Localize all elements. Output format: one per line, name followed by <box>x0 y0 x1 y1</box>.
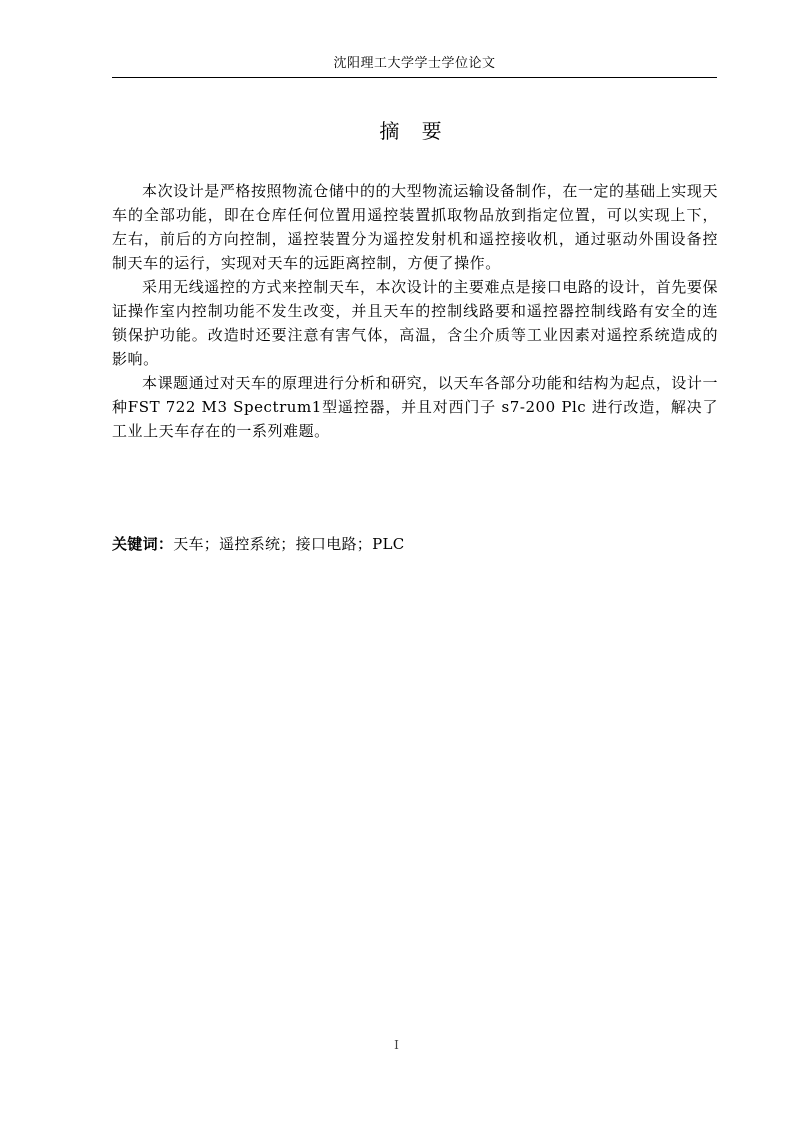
keywords-line <box>112 533 405 555</box>
keywords-text: 天车；遥控系统；接口电路；PLC <box>173 535 405 553</box>
abstract-paragraph-3: 本课题通过对天车的原理进行分析和研究，以天车各部分功能和结构为起点，设计一种FST 722 M3 Spectrum1型遥控器，并且对西门子 s7-200 Plc 进行改造，解决了工业上天车存在的一系列难题。 <box>112 374 718 440</box>
keywords-label: 关键词： <box>112 535 174 553</box>
abstract-paragraph-1: 本次设计是严格按照物流仓储中的的大型物流运输设备制作，在一定的基础上实现天车的全部功能，即在仓库任何位置用遥控装置抓取物品放到指定位置，可以实现上下，左右，前后的方向控制，遥控装置分为遥控发射机和遥控接收机，通过驱动外围设备控制天车的运行，实现对天车的远距离控制，方便了操作。 <box>112 182 718 272</box>
abstract-body <box>112 179 718 443</box>
abstract-paragraph-2: 采用无线遥控的方式来控制天车，本次设计的主要难点是接口电路的设计，首先要保证操作室内控制功能不发生改变，并且天车的控制线路要和遥控器控制线路有安全的连锁保护功能。改造时还要注意有害气体，高温，含尘介质等工业因素对遥控系统造成的影响。 <box>112 278 718 368</box>
page-number: I <box>394 1038 399 1052</box>
abstract-title: 摘 要 <box>379 119 450 143</box>
page-header: 沈阳理工大学学士学位论文 <box>112 55 717 78</box>
